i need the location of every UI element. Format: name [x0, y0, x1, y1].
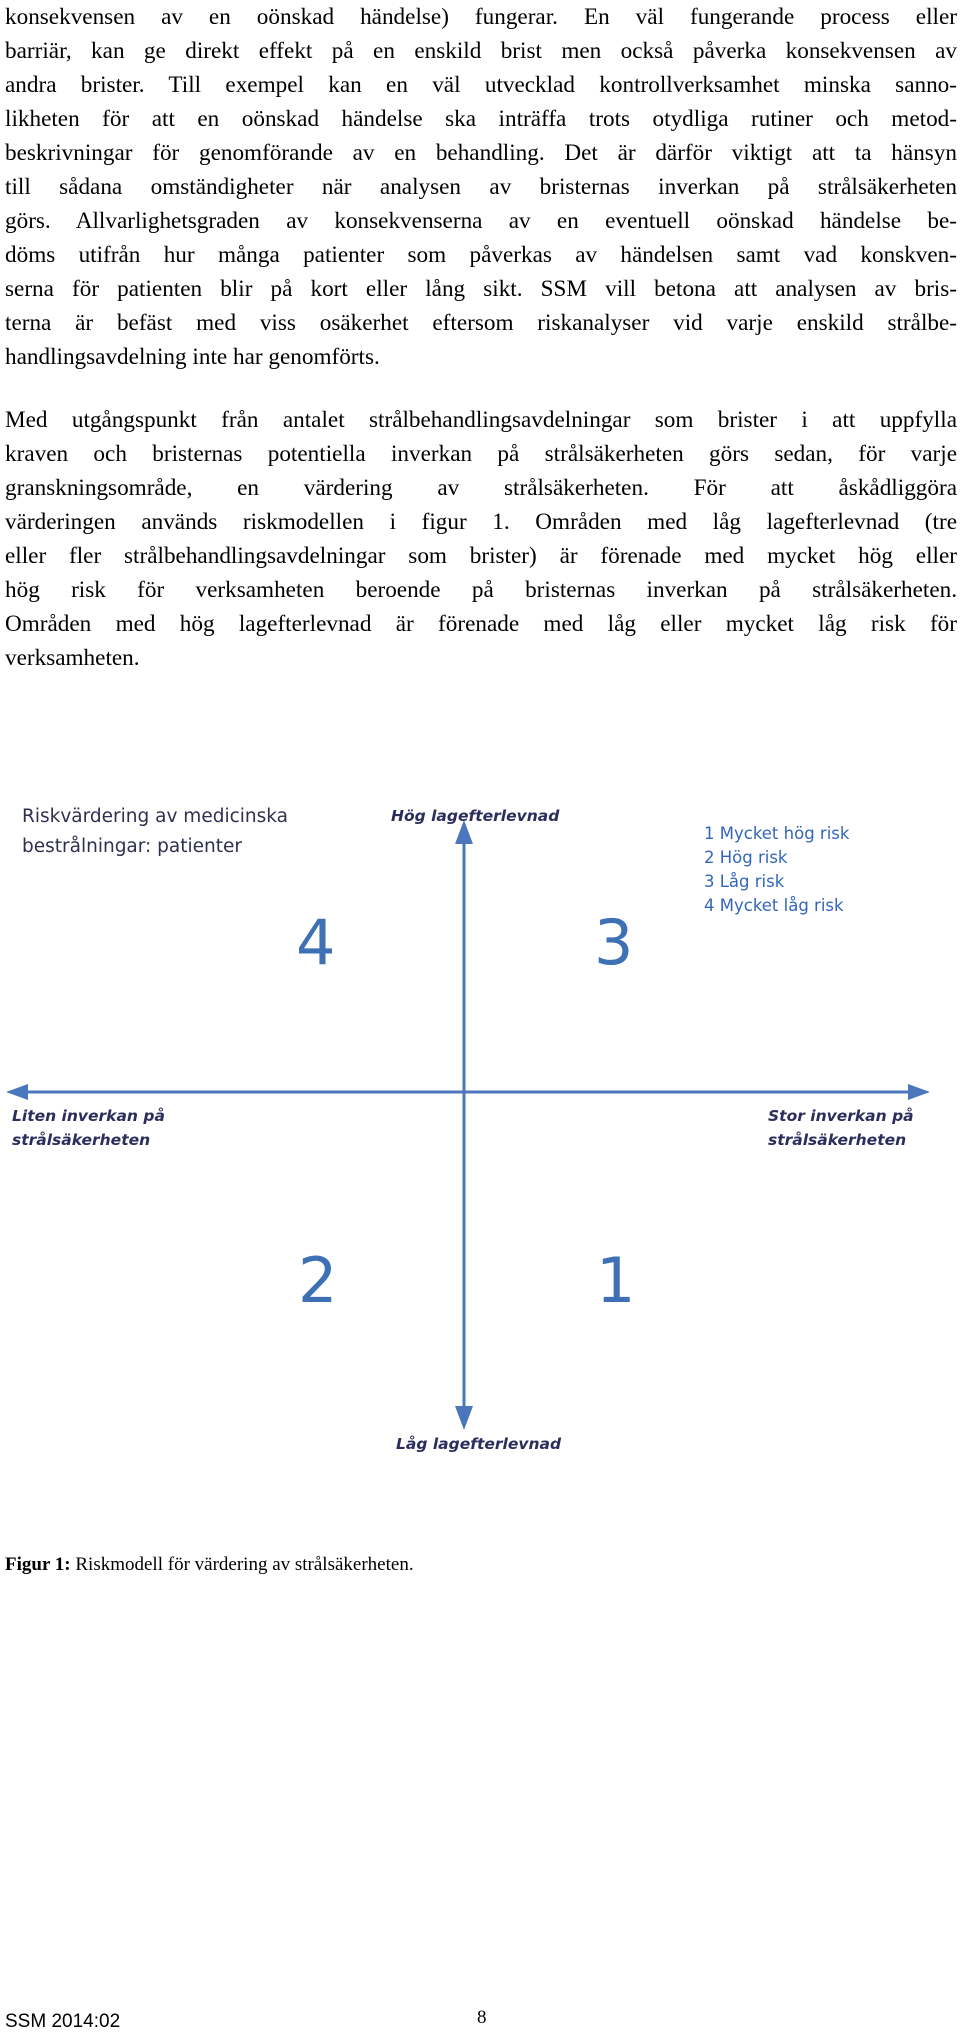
axis-label-right [768, 1104, 914, 1152]
quadrant-number-bottom-left: 2 [298, 1244, 338, 1317]
axis-label-right-line-1: Stor inverkan på [768, 1107, 914, 1125]
figure-title-line-1: Riskvärdering av medicinska [22, 806, 288, 827]
figure-caption-text: Riskmodell för värdering av strålsäkerheten. [70, 1554, 414, 1575]
axis-label-right-line-2: strålsäkerheten [768, 1131, 907, 1149]
risk-model-figure [0, 790, 960, 1470]
paragraph-line: döms utifrån hur många patienter som påverkas av händelsen samt vad konskven- [5, 242, 957, 268]
paragraph-line: barriär, kan ge direkt effekt på en enskild brist men också påverka konsekvensen av [5, 38, 957, 64]
legend-item: 1 Mycket hög risk [704, 824, 850, 843]
horizontal-axis-arrow-right-icon [908, 1084, 930, 1100]
quadrant-number-bottom-right: 1 [596, 1244, 636, 1317]
figure-caption [5, 1553, 414, 1577]
paragraph-line: kraven och bristernas potentiella inverkan på strålsäkerheten görs sedan, för varje [5, 441, 957, 467]
axis-label-left-line-2: strålsäkerheten [12, 1131, 151, 1149]
paragraph-line: görs. Allvarlighetsgraden av konsekvenserna av en eventuell oönskad händelse be- [5, 208, 957, 234]
figure-title [22, 802, 288, 862]
body-paragraph-2 [5, 403, 957, 675]
risk-legend [704, 822, 849, 918]
paragraph-line: beskrivningar för genomförande av en behandling. Det är därför viktigt att ta hänsyn [5, 140, 957, 166]
legend-item: 4 Mycket låg risk [704, 896, 844, 915]
paragraph-line: terna är befäst med viss osäkerhet eftersom riskanalyser vid varje enskild strålbe- [5, 310, 957, 336]
paragraph-line: konsekvensen av en oönskad händelse) fungerar. En väl fungerande process eller [5, 4, 957, 30]
paragraph-line: likheten för att en oönskad händelse ska inträffa trots otydliga rutiner och metod- [5, 106, 957, 132]
footer-report-id: SSM 2014:02 [5, 2011, 121, 2032]
quadrant-number-top-left: 4 [296, 906, 336, 979]
paragraph-line: Områden med hög lagefterlevnad är förenade med låg eller mycket låg risk för [5, 611, 957, 637]
axis-label-bottom: Låg lagefterlevnad [396, 1435, 562, 1453]
body-paragraph-1 [5, 0, 957, 374]
paragraph-line: Med utgångspunkt från antalet strålbehandlingsavdelningar som brister i att uppfylla [5, 407, 957, 433]
paragraph-line: andra brister. Till exempel kan en väl utvecklad kontrollverksamhet minska sanno- [5, 72, 957, 98]
axis-label-left [12, 1104, 165, 1152]
legend-item: 2 Hög risk [704, 848, 788, 867]
quadrant-number-top-right: 3 [594, 906, 634, 979]
horizontal-axis-arrow-left-icon [6, 1084, 28, 1100]
figure-caption-label: Figur 1: [5, 1554, 71, 1575]
paragraph-line: eller fler strålbehandlingsavdelningar som brister) är förenade med mycket hög eller [5, 543, 957, 569]
paragraph-line: serna för patienten blir på kort eller lång sikt. SSM vill betona att analysen av bris- [5, 276, 957, 302]
paragraph-line: värderingen används riskmodellen i figur 1. Områden med låg lagefterlevnad (tre [5, 509, 957, 535]
legend-item: 3 Låg risk [704, 872, 785, 891]
paragraph-line: granskningsområde, en värdering av strålsäkerheten. För att åskådliggöra [5, 475, 957, 501]
paragraph-line: handlingsavdelning inte har genomförts. [5, 344, 380, 370]
figure-title-line-2: bestrålningar: patienter [22, 836, 242, 857]
paragraph-line: till sådana omständigheter när analysen av bristernas inverkan på strålsäkerheten [5, 174, 957, 200]
paragraph-line: hög risk för verksamheten beroende på bristernas inverkan på strålsäkerheten. [5, 577, 957, 603]
axis-label-top: Hög lagefterlevnad [391, 807, 560, 825]
axis-label-left-line-1: Liten inverkan på [12, 1107, 165, 1125]
footer-page-number: 8 [477, 2007, 487, 2028]
vertical-axis-arrow-down-icon [455, 1406, 473, 1430]
paragraph-line: verksamheten. [5, 645, 140, 671]
